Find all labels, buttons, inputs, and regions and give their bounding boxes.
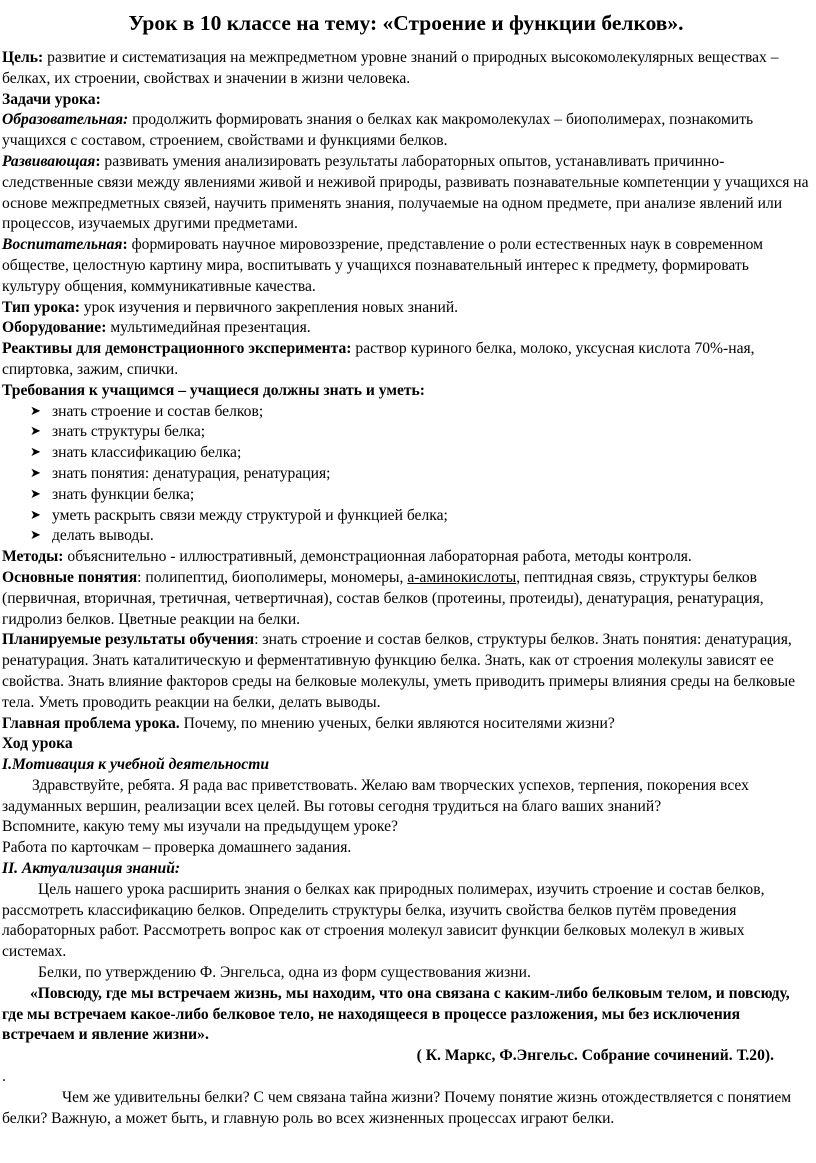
motivation-question: Вспомните, какую тему мы изучали на предыдущем уроке? [2,818,398,836]
arrow-bullet-icon: ➤ [30,445,41,461]
task-developing [2,152,810,235]
requirements-heading: Требования к учащимся – учащиеся должны знать и уметь: [2,381,425,399]
goal-text: развитие и систематизация на межпредметном уровне знаний о природных высокомолекулярных веществах – белках, их строении, свойствах и значении в жизни человека. [2,49,779,87]
planned-results-label: Планируемые результаты обучения [2,631,255,649]
motivation-greeting: Здравствуйте, ребята. Я рада вас приветствовать. Желаю вам творческих успехов, терпения, покорения всех задуманных вершин, реализации всех целей. Вы готовы сегодня трудиться на благо ваших знаний? [2,776,749,815]
task-educational [2,110,810,152]
task-upbringing-colon: : [122,236,128,254]
arrow-bullet-icon: ➤ [30,528,41,544]
key-concepts-label: Основные понятия [2,568,138,586]
stray-dot: . [2,1068,6,1086]
arrow-bullet-icon: ➤ [30,486,41,502]
key-concepts [2,568,810,630]
list-item: ➤ знать классификацию белка; [30,443,810,464]
list-item: ➤ знать понятия: денатурация, ренатурация; [30,464,810,485]
list-item: ➤ знать строение и состав белков; [30,402,810,423]
quote-source: ( К. Маркс, Ф.Энгельс. Собрание сочинений. Т.20). [416,1047,774,1065]
arrow-bullet-icon: ➤ [30,424,41,440]
equipment-label: Оборудование: [2,319,107,337]
equipment-text: мультимедийная презентация. [110,319,311,337]
list-item: ➤ уметь раскрыть связи между структурой и функцией белка; [30,506,810,527]
lesson-type [2,298,810,319]
actualization-goal: Цель нашего урока расширить знания о белках как природных полимерах, изучить строение и состав белков, рассмотреть классификацию белков. Определить структуры белка, изучить свойства белков путём проведения лабораторных работ. Рассмотреть вопрос как от строения молекул зависит функции белковых молекул в живых системах. [2,880,765,961]
list-item: ➤ делать выводы. [30,526,810,547]
goal-label: Цель: [2,49,44,66]
lesson-type-label: Тип урока: [2,298,80,316]
engels-quote: «Повсюду, где мы встречаем жизнь, мы находим, что она связана с каким-либо белковым телом, и повсюду, где мы встречаем какое-либо белковое тело, не находящееся в процессе разложения, мы без исключения встречаем и явление жизни». [2,984,790,1044]
key-concepts-text-after: , пептидная связь, структуры белков (первичная, вторичная, третичная, четвертичная), состав белков (протеины, протеиды), денатурация, ренатурация, гидролиз белков. Цветные реакции на белки. [2,568,764,628]
arrow-bullet-icon: ➤ [30,465,41,481]
reagents-text: раствор куриного белка, молоко, уксусная кислота 70%-ная, спиртовка, зажим, спички. [2,340,755,378]
arrow-bullet-icon: ➤ [30,403,41,419]
task-educational-text: продолжить формировать знания о белках как макромолекулах – биополимерах, познакомить учащихся с составом, строением, свойствами и функциями белков. [2,111,754,150]
section-motivation-heading: I.Мотивация к учебной деятельности [2,756,270,774]
main-problem-label: Главная проблема урока. [2,714,180,732]
engels-statement: Белки, по утверждению Ф. Энгельса, одна из форм существования жизни. [38,964,531,982]
closing-paragraph: Чем же удивительны белки? С чем связана тайна жизни? Почему понятие жизнь отождествляется с понятием белки? Важную, а может быть, и главную роль во всех жизненных процессах играют белки. [2,1088,792,1127]
methods-text: объяснительно - иллюстративный, демонстрационная лабораторная работа, методы контроля. [67,548,692,566]
main-problem [2,714,810,735]
planned-results-text: : знать строение и состав белков, структуры белков. Знать понятия: денатурация, ренатурация. Знать каталитическую и ферментативную функцию белка. Знать, как от строения молекулы зависят ее свойства. Знать влияние факторов среды на белковые молекулы, уметь приводить примеры влияния среды на белковые тела. Уметь проводить реакции на белки, делать выводы. [2,631,796,711]
amino-acids-link[interactable]: а-аминокислоты [407,568,517,586]
arrow-bullet-icon: ➤ [30,507,41,523]
key-concepts-text-before: : полипептид, биополимеры, мономеры, [137,568,408,586]
equipment [2,318,810,339]
tasks-heading: Задачи урока: [2,90,101,108]
planned-results [2,630,810,713]
goal-paragraph [2,48,810,90]
list-item: ➤ знать структуры белка; [30,422,810,443]
task-upbringing-label: Воспитательная [2,236,123,254]
task-developing-text: развивать умения анализировать результаты лабораторных опытов, устанавливать причинно-следственные связи между явлениями живой и неживой природы, развивать познавательные компетенции у учащихся на основе межпредметных связей, научить применять знания, получаемые на одном предмете, при анализе явлений или процессов, изучаемых другими предметами. [2,152,809,233]
motivation-homework: Работа по карточкам – проверка домашнего задания. [2,839,352,857]
list-item: ➤ знать функции белка; [30,485,810,506]
reagents-label: Реактивы для демонстрационного эксперимента: [2,340,352,358]
task-developing-label: Развивающая [2,152,96,170]
methods-label: Методы: [2,548,64,566]
lesson-type-text: урок изучения и первичного закрепления новых знаний. [83,298,459,316]
requirements-list [2,402,810,548]
reagents [2,339,810,381]
section-actualization-heading: II. Актуализация знаний: [2,860,181,878]
lesson-course-heading: Ход урока [2,735,73,753]
task-educational-label: Образовательная: [2,111,129,129]
page-title: Урок в 10 классе на тему: «Строение и функции белков». [128,11,684,35]
task-upbringing [2,235,810,297]
methods [2,547,810,568]
main-problem-text: Почему, по мнению ученых, белки являются носителями жизни? [183,714,615,732]
task-upbringing-text: формировать научное мировоззрение, представление о роли естественных наук в современном обществе, целостную картину мира, воспитывать у учащихся познавательный интерес к предмету, формировать культуру общения, коммуникативные качества. [2,236,764,295]
task-developing-colon: : [95,152,101,170]
